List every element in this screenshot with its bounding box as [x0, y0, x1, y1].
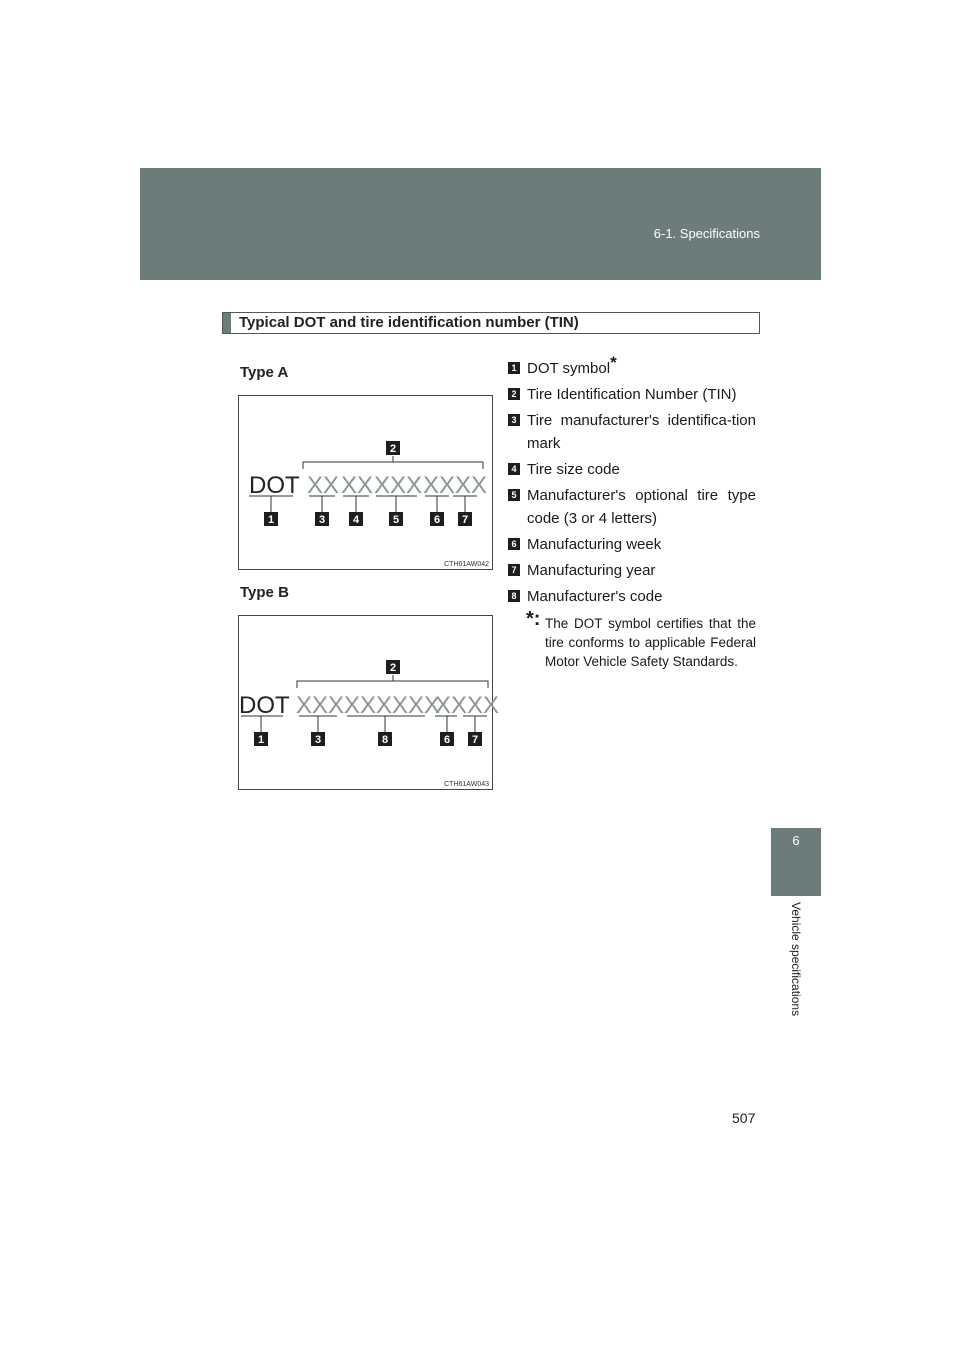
callout-6-label: 6	[433, 514, 441, 526]
list-item	[508, 585, 756, 608]
callout-4-label: 4	[352, 514, 360, 526]
figure-code-b: CTH61AW043	[444, 781, 489, 788]
type-a-diagram	[238, 395, 493, 570]
tin-group-b-1: XXX	[296, 692, 345, 719]
dot-symbol: DOT	[249, 472, 300, 499]
callout-3-label: 3	[318, 514, 326, 526]
item-number-badge: 6	[508, 538, 520, 550]
list-item	[508, 533, 756, 556]
item-text: Manufacturer's optional tire type code (3 or 4 letters)	[527, 487, 756, 527]
tin-group-1: XX	[307, 472, 340, 499]
chapter-label: Vehicle specifications	[789, 902, 803, 1017]
item-number-badge: 1	[508, 362, 520, 374]
callout-b-2-label: 2	[389, 662, 397, 674]
dot-symbol-b: DOT	[239, 692, 290, 719]
footnote	[508, 608, 756, 671]
type-b-diagram	[238, 615, 500, 790]
tin-group-4: XXXX	[423, 472, 488, 499]
tin-group-3: XXX	[374, 472, 423, 499]
item-text: Tire size code	[527, 461, 620, 478]
tin-group-b-2: XXXXXX	[344, 692, 441, 719]
type-a-label: Type A	[240, 364, 289, 381]
section-header-label: 6-1. Specifications	[653, 226, 760, 241]
section-header	[140, 168, 821, 280]
item-number-badge: 5	[508, 489, 520, 501]
footnote-symbol: *:	[526, 608, 541, 630]
footnote-text: The DOT symbol certifies that the tire conforms to applicable Federal Motor Vehicle Safety Standards.	[545, 616, 756, 669]
item-number-badge: 3	[508, 414, 520, 426]
footnote-marker: *	[610, 353, 617, 372]
item-text: Manufacturing week	[527, 536, 662, 553]
tin-group-b-3: XXXX	[435, 692, 500, 719]
page-number: 507	[732, 1110, 756, 1126]
legend-list	[508, 353, 756, 671]
item-number-badge: 7	[508, 564, 520, 576]
callout-b-6-label: 6	[443, 734, 451, 746]
callout-1-label: 1	[267, 514, 275, 526]
tin-group-2: XX	[341, 472, 374, 499]
title-accent	[223, 313, 231, 333]
list-item	[508, 559, 756, 582]
item-text: Tire manufacturer's identifica-tion mark	[527, 412, 756, 452]
item-number-badge: 4	[508, 463, 520, 475]
item-text: Manufacturer's code	[527, 588, 663, 605]
callout-b-1-label: 1	[257, 734, 265, 746]
chapter-number: 6	[792, 833, 800, 848]
list-item	[508, 458, 756, 481]
item-text: Tire Identification Number (TIN)	[527, 386, 737, 403]
callout-b-8-label: 8	[381, 734, 389, 746]
list-item	[508, 353, 756, 380]
chapter-tab[interactable]	[771, 828, 821, 896]
callout-b-7-label: 7	[471, 734, 479, 746]
callout-7-label: 7	[461, 514, 469, 526]
item-number-badge: 8	[508, 590, 520, 602]
figure-code-a: CTH61AW042	[444, 561, 489, 568]
item-text: Manufacturing year	[527, 562, 656, 579]
callout-5-label: 5	[392, 514, 400, 526]
callout-2	[386, 441, 400, 455]
section-title-bar	[222, 312, 760, 334]
type-b-label: Type B	[240, 584, 289, 601]
callout-b-3-label: 3	[314, 734, 322, 746]
item-number-badge: 2	[508, 388, 520, 400]
list-item	[508, 409, 756, 455]
item-text: DOT symbol	[527, 360, 611, 377]
callout-2-label: 2	[389, 443, 397, 455]
list-item	[508, 484, 756, 530]
list-item	[508, 383, 756, 406]
section-title: Typical DOT and tire identification number (TIN)	[239, 314, 579, 331]
